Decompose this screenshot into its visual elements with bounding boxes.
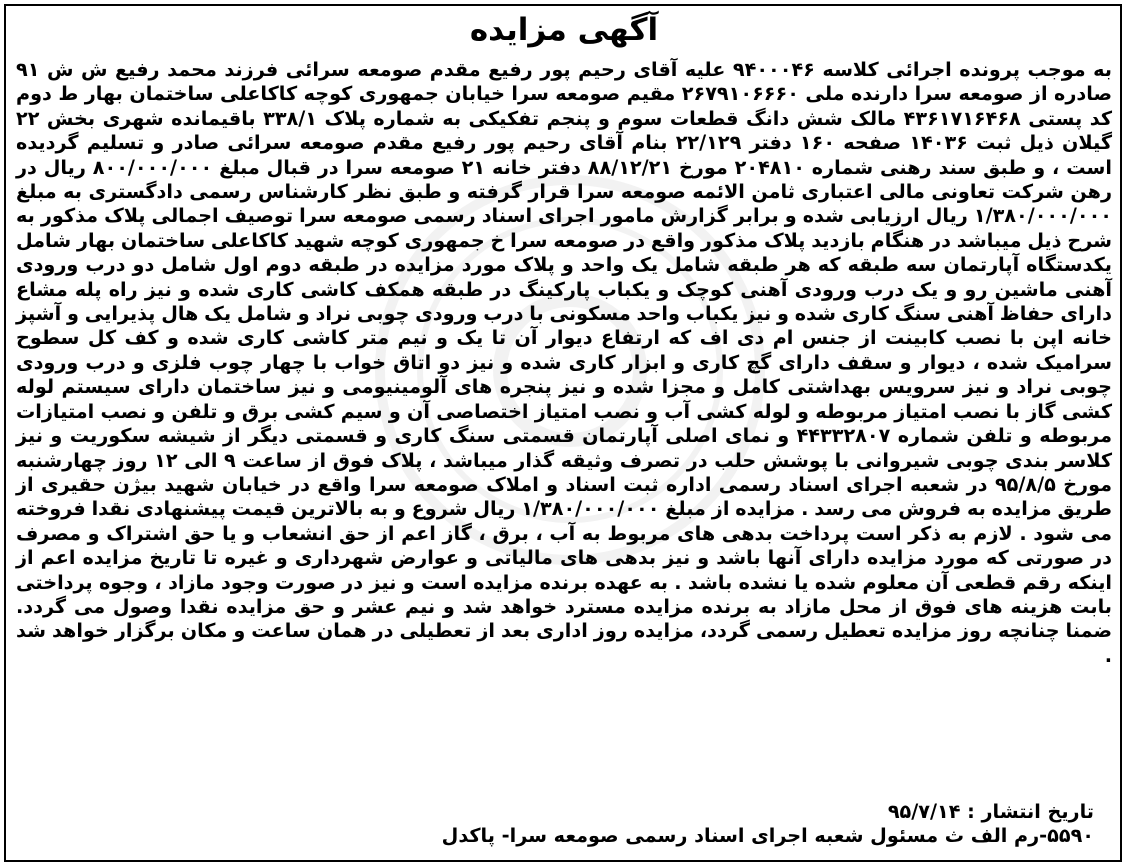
signature-line: ۵۵۹۰-رم الف ث مسئول شعبه اجرای اسناد رسمی صومعه سرا- پاکدل [441, 824, 1094, 847]
publish-date: تاریخ انتشار : ۹۵/۷/۱۴ [887, 800, 1094, 823]
notice-title: آگهی مزایده [469, 12, 659, 48]
notice-body: به موجب پرونده اجرائی کلاسه ۹۴۰۰۰۴۶ علیه آقای رحیم پور رفیع مقدم صومعه سرائی فرزند محمد رفیع ش ش ۹۱ صادره از صومعه سرا دارنده ملی ۲۶۷۹۱۰۶۶۶۰ مقیم صومعه سرا خیابان جمهوری کوچه کاکاعلی ساختمان بهار ط دوم کد پستی ۴۳۶۱۷۱۶۴۶۸ مالک شش دانگ قطعات سوم و پنجم تفکیکی به شماره پلاک ۳۳۸/۱ باقیمانده شهری بخش ۲۲ گیلان ذیل ثبت ۱۴۰۳۶ صفحه ۱۶۰ دفتر ۲۲/۱۲۹ بنام آقای رحیم پور رفیع مقدم صومعه سرائی صادر و تسلیم گردیده است ، و طبق سند رهنی شماره ۲۰۴۸۱۰ مورخ ۸۸/۱۲/۲۱ دفتر خانه ۲۱ صومعه سرا در قبال مبلغ ۸۰۰/۰۰۰/۰۰۰ ریال در رهن شرکت تعاونی مالی اعتباری ثامن الائمه صومعه سرا قرار گرفته و طبق نظر کارشناس رسمی دادگستری به مبلغ ۱/۳۸۰/۰۰۰/۰۰۰ ریال ارزیابی شده و برابر گزارش مامور اجرای اسناد رسمی صومعه سرا توصیف اجمالی پلاک مذکور به شرح ذیل میباشد در هنگام بازدید پلاک مذکور واقع در صومعه سرا خ جمهوری کوچه شهید کاکاعلی ساختمان بهار شامل یکدستگاه آپارتمان سه طبقه که هر طبقه شامل یک واحد و پلاک مورد مزایده در طبقه دوم اول شامل دو درب ورودی آهنی ماشین رو و یک درب ورودی آهنی کوچک و یکباب پارکینگ در طبقه همکف کاشی کاری شده و نیز راه پله مشاع دارای حفاظ آهنی سنگ کاری شده و نیز یکباب واحد مسکونی با درب ورودی چوبی نراد و شامل یک هال پذیرایی و آشپز خانه اپن با نصب کابینت از جنس ام دی اف که ارتفاع دیوار آن تا یک و نیم متر کاشی کاری شده و کف کل سطوح سرامیک شده ، دیوار و سقف دارای گچ کاری و ابزار کاری شده و نیز دو اتاق خواب با چهار چوب فلزی و درب ورودی چوبی نراد و نیز سرویس بهداشتی کامل و مجزا شده و نیز پنجره های آلومینیومی و نیز ساختمان دارای سیستم لوله کشی گاز با نصب امتیاز مربوطه و لوله کشی آب و نصب امتیاز اختصاصی آن و سیم کشی برق و تلفن و نصب امتیازات مربوطه و تلفن شماره ۴۴۳۳۲۸۰۷ و نمای اصلی آپارتمان قسمتی سنگ کاری و قسمتی دیگر از شیشه سکوریت و نیز کلاسر بندی چوبی شیروانی با پوشش حلب در تصرف وثیقه گذار میباشد ، پلاک فوق از ساعت ۹ الی ۱۲ روز چهارشنبه مورخ ۹۵/۸/۵ در شعبه اجرای اسناد رسمی اداره ثبت اسناد و املاک صومعه سرا واقع در خیابان شهید بیژن حقیری از طریق مزایده به فروش می رسد . مزایده از مبلغ ۱/۳۸۰/۰۰۰/۰۰۰ ریال شروع و به بالاترین قیمت پیشنهادی نقدا فروخته می شود . لازم به ذکر است پرداخت بدهی های مربوط به آب ، برق ، گاز اعم از حق انشعاب و یا حق اشتراک و مصرف در صورتی که مورد مزایده دارای آنها باشد و نیز بدهی های مالیاتی و عوارض شهرداری و غیره تا تاریخ مزایده اعم از اینکه رقم قطعی آن معلوم شده یا نشده باشد . به عهده برنده مزایده است و نیز در صورت وجود مازاد ، وجوه پرداختی بابت هزینه های فوق از محل مازاد به برنده مزایده مسترد خواهد شد و نیم عشر و حق مزایده نقدا وصول می گردد. ضمنا چنانچه روز مزایده تعطیل رسمی گردد، مزایده روز اداری بعد از تعطیلی در همان ساعت و مکان برگزار خواهد شد . [16, 58, 1113, 667]
